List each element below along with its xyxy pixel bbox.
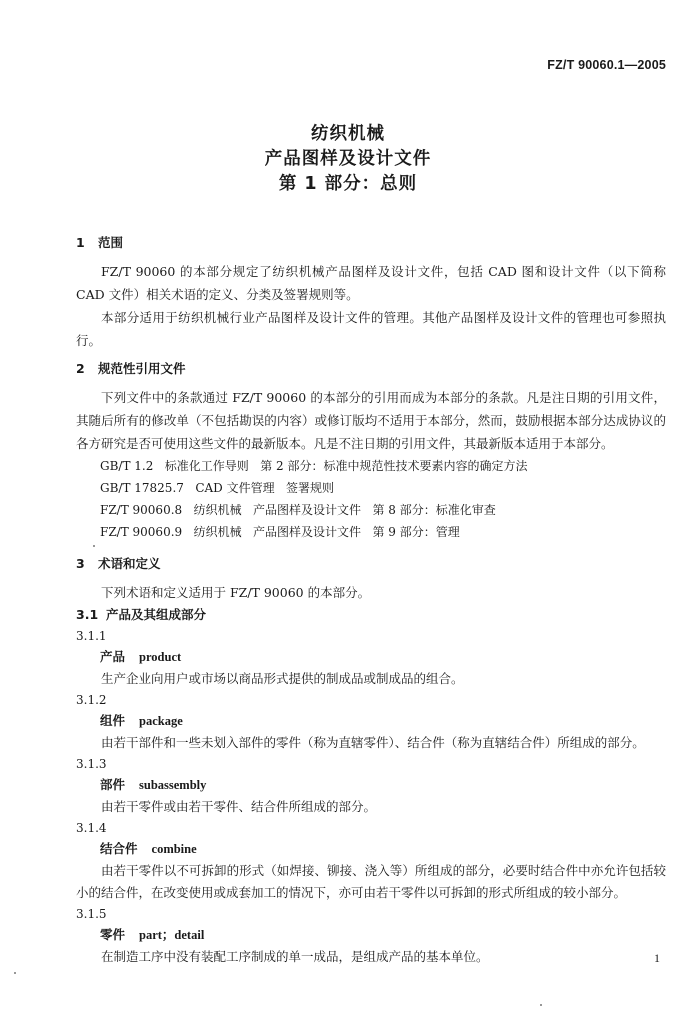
scan-speck	[14, 972, 16, 974]
term-definition: 由若干零件以不可拆卸的形式（如焊接、铆接、浇入等）所组成的部分，必要时结合件中亦允许包括较小的结合件，在改变使用或成套加工的情况下，亦可由若干零件以可拆卸的形式所组成的较小部分。	[76, 863, 666, 900]
standard-code: FZ/T 90060.1—2005	[547, 58, 666, 72]
reference-item: FZ/T 90060.8 纺织机械 产品图样及设计文件 第 8 部分：标准化审查	[100, 503, 496, 517]
reference-item: GB/T 1.2 标准化工作导则 第 2 部分：标准中规范性技术要素内容的确定方法	[100, 459, 528, 473]
clause-number: 3.1.2	[76, 693, 107, 707]
term-entry	[76, 754, 666, 818]
term-definition: 由若干零件或由若干零件、结合件所组成的部分。	[101, 799, 377, 814]
reference-item: GB/T 17825.7 CAD 文件管理 签署规则	[100, 481, 335, 495]
term-entry	[76, 626, 666, 690]
scope-paragraph-2: 本部分适用于纺织机械行业产品图样及设计文件的管理。其他产品图样及设计文件的管理也可参照执行。	[76, 310, 666, 348]
reference-list	[76, 455, 666, 543]
scan-speck	[93, 545, 95, 547]
scan-speck	[540, 1004, 542, 1006]
document-body	[76, 232, 666, 968]
section-title: 术语和定义	[98, 556, 161, 571]
term-definition: 生产企业向用户或市场以商品形式提供的制成品或制成品的组合。	[101, 671, 464, 686]
title-line-2: 产品图样及设计文件	[264, 149, 432, 169]
term-definition: 由若干部件和一些未划入部件的零件（称为直辖零件）、结合件（称为直辖结合件）所组成的部分。	[101, 735, 645, 750]
section-number: 1	[76, 235, 85, 250]
term-name: 组件 package	[100, 713, 183, 728]
document-title	[0, 122, 696, 197]
clause-number: 3.1.1	[76, 629, 107, 643]
clause-number: 3.1.4	[76, 821, 107, 835]
term-entry	[76, 690, 666, 754]
scope-paragraph-1: FZ/T 90060 的本部分规定了纺织机械产品图样及设计文件，包括 CAD 图和设计文件（以下简称 CAD 文件）相关术语的定义、分类及签署规则等。	[76, 264, 666, 302]
section-title: 规范性引用文件	[98, 361, 186, 376]
clause-number: 3.1.3	[76, 757, 107, 771]
term-name: 部件 subassembly	[100, 777, 207, 792]
term-name: 零件 part；detail	[100, 927, 205, 942]
subsection-title: 产品及其组成部分	[106, 607, 207, 622]
section-number: 2	[76, 361, 85, 376]
reference-item: FZ/T 90060.9 纺织机械 产品图样及设计文件 第 9 部分：管理	[100, 525, 460, 539]
term-name: 结合件 combine	[100, 841, 197, 856]
subsection-number: 3.1	[76, 607, 99, 622]
term-entry	[76, 818, 666, 904]
terms-intro: 下列术语和定义适用于 FZ/T 90060 的本部分。	[101, 585, 371, 600]
section-heading-normative	[76, 358, 666, 380]
term-definition: 在制造工序中没有装配工序制成的单一成品，是组成产品的基本单位。	[101, 949, 489, 964]
clause-number: 3.1.5	[76, 907, 107, 921]
title-line-1: 纺织机械	[311, 124, 385, 144]
section-heading-terms	[76, 553, 666, 575]
subsection-heading	[76, 604, 666, 626]
title-line-3: 第 1 部分：总则	[278, 174, 418, 194]
section-title: 范围	[98, 235, 124, 250]
page-number: 1	[654, 951, 660, 965]
section-number: 3	[76, 556, 85, 571]
term-entry	[76, 904, 666, 968]
term-name: 产品 product	[100, 649, 182, 664]
section-heading-scope	[76, 232, 666, 254]
normative-intro: 下列文件中的条款通过 FZ/T 90060 的本部分的引用而成为本部分的条款。凡是注日期的引用文件，其随后所有的修改单（不包括勘误的内容）或修订版均不适用于本部分，然而，鼓励根据本部分达成协议的各方研究是否可使用这些文件的最新版本。凡是不注日期的引用文件，其最新版本适用于本部分。	[76, 390, 666, 451]
